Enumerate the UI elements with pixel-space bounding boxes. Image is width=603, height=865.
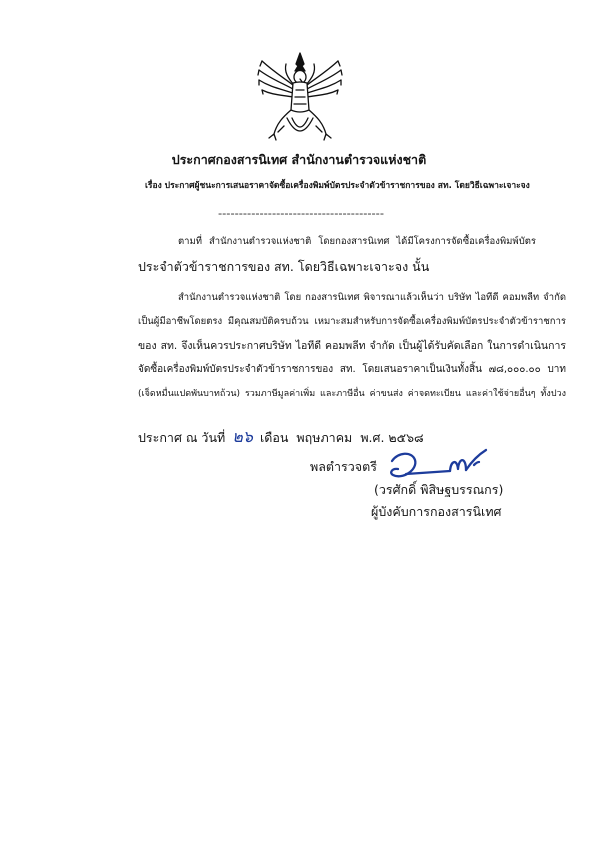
paragraph-2-line-3: ของ สท. จึงเห็นควรประกาศบริษัท ไอทีดี คอมพลีท จำกัด เป็นผู้ได้รับคัดเลือก ในการดำเนินการ <box>138 340 566 352</box>
paragraph-1-line-2: ประจำตัวข้าราชการของ สท. โดยวิธีเฉพาะเจาะจง นั้น <box>138 259 430 274</box>
paragraph-2-line-4: จัดซื้อเครื่องพิมพ์บัตรประจำตัวข้าราชการของ สท. โดยเสนอราคาเป็นเงินทั้งสิ้น ๗๘,๐๐๐.๐๐ บาท <box>138 364 566 375</box>
date-month-label: เดือน <box>259 430 289 445</box>
paragraph-1-line-1: ตามที่ สำนักงานตำรวจแห่งชาติ โดยกองสารนิเทศ ได้มีโครงการจัดซื้อเครื่องพิมพ์บัตร <box>178 236 536 247</box>
date-month: พฤษภาคม <box>296 430 353 445</box>
paragraph-2-line-1: สำนักงานตำรวจแห่งชาติ โดย กองสารนิเทศ พิจารณาแล้วเห็นว่า บริษัท ไอทีดี คอมพลีท จำกัด <box>178 292 566 303</box>
paragraph-2-line-2: เป็นผู้มีอาชีพโดยตรง มีคุณสมบัติครบถ้วน เหมาะสมสำหรับการจัดซื้อเครื่องพิมพ์บัตรประจำตัวข้าราชการ <box>138 316 566 327</box>
announcement-date <box>138 427 438 448</box>
subject-title: เรื่อง ประกาศผู้ชนะการเสนอราคาจัดซื้อเครื่องพิมพ์บัตรประจำตัวข้าราชการของ สท. โดยวิธีเฉพาะเจาะจง <box>145 181 530 191</box>
signatory-name: (วรศักดิ์ พิสิษฐบรรณกร) <box>374 482 504 497</box>
signatory-rank: พลตำรวจตรี <box>310 459 377 474</box>
date-year: พ.ศ. ๒๕๖๘ <box>360 430 424 445</box>
garuda-emblem-icon <box>254 52 346 144</box>
date-day-handwritten: ๒๖ <box>232 427 253 446</box>
date-prefix: ประกาศ ณ วันที่ <box>138 430 226 445</box>
paragraph-2-line-5: (เจ็ดหมื่นแปดพันบาทถ้วน) รวมภาษีมูลค่าเพิ่ม และภาษีอื่น ค่าขนส่ง ค่าจดทะเบียน และค่าใช้จ่ายอื่นๆ ทั้งปวง <box>138 389 566 399</box>
divider-line: ---------------------------------------- <box>218 206 384 220</box>
issuer-title: ประกาศกองสารนิเทศ สำนักงานตำรวจแห่งชาติ <box>171 152 427 167</box>
signatory-position: ผู้บังคับการกองสารนิเทศ <box>371 504 502 519</box>
